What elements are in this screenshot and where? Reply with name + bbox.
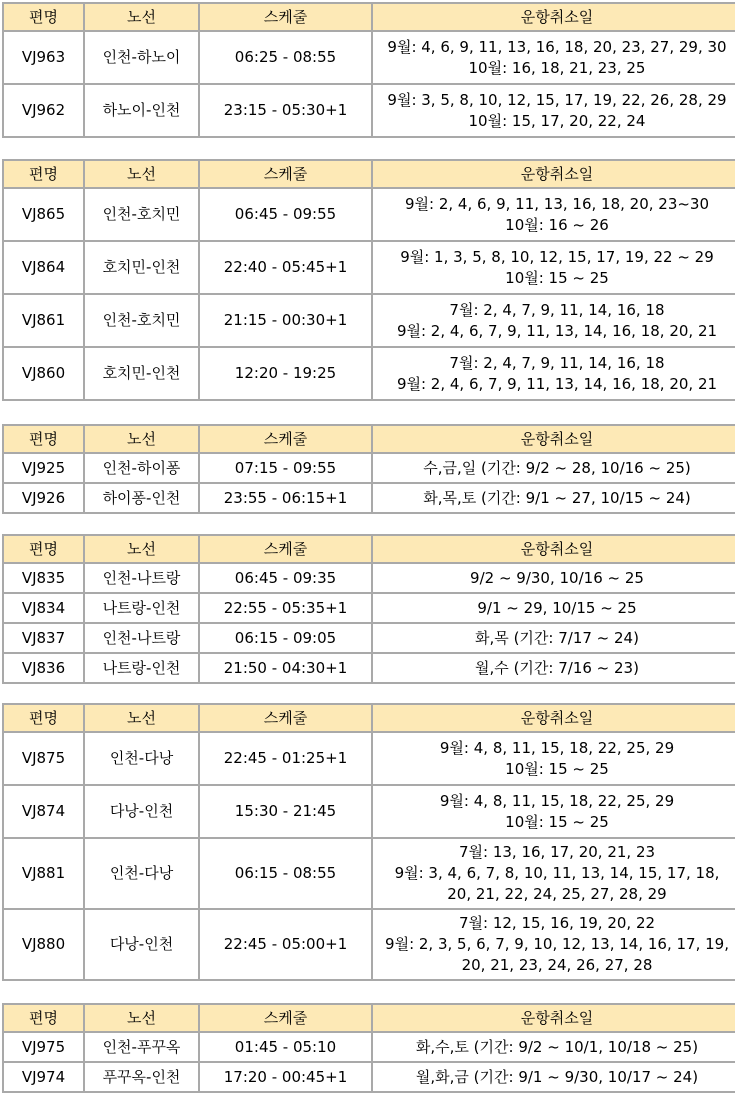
route-cell: 인천-푸꾸옥 [84, 1032, 199, 1062]
schedule-cell: 07:15 - 09:55 [199, 453, 372, 483]
cancel-dates-line: 9월: 3, 5, 8, 10, 12, 15, 17, 19, 22, 26, 28, 29 [387, 90, 727, 109]
cancel-dates-cell [372, 838, 735, 909]
cancel-dates-line: 7월: 2, 4, 7, 9, 11, 14, 16, 18 [449, 300, 665, 319]
schedule-cell: 23:15 - 05:30+1 [199, 84, 372, 137]
cancel-dates-line: 7월: 13, 16, 17, 20, 21, 23 [458, 843, 656, 861]
table-row [3, 732, 735, 785]
header-route: 노선 [84, 535, 199, 563]
header-row [3, 704, 735, 732]
cancel-dates-cell [372, 1032, 735, 1062]
route-cell: 인천-하노이 [84, 31, 199, 84]
cancel-dates-line: 월,수 (기간: 7/16 ~ 23) [475, 658, 639, 677]
cancel-dates-cell [372, 623, 735, 653]
cancel-dates-cell [372, 732, 735, 785]
cancel-dates-line: 화,수,토 (기간: 9/2 ~ 10/1, 10/18 ~ 25) [415, 1037, 699, 1056]
cancel-dates-line: 9월: 4, 8, 11, 15, 18, 22, 25, 29 [439, 791, 675, 810]
header-cancel: 운항취소일 [372, 3, 735, 31]
flight-cell: VJ881 [3, 838, 84, 909]
flight-cell: VJ864 [3, 241, 84, 294]
header-route: 노선 [84, 1004, 199, 1032]
schedule-cell: 06:45 - 09:55 [199, 188, 372, 241]
table-row [3, 84, 735, 137]
schedule-cell: 21:15 - 00:30+1 [199, 294, 372, 347]
cancel-dates-line: 9월: 2, 4, 6, 7, 9, 11, 13, 14, 16, 18, 20, 21 [396, 321, 718, 340]
cancel-dates-line: 9월: 1, 3, 5, 8, 10, 12, 15, 17, 19, 22 ~ 29 [400, 247, 714, 266]
flight-cell: VJ861 [3, 294, 84, 347]
header-row [3, 3, 735, 31]
flight-cell: VJ974 [3, 1062, 84, 1092]
schedule-cell: 06:25 - 08:55 [199, 31, 372, 84]
cancel-dates-cell [372, 347, 735, 400]
route-cell: 다낭-인천 [84, 909, 199, 980]
header-cancel: 운항취소일 [372, 160, 735, 188]
header-cancel: 운항취소일 [372, 1004, 735, 1032]
route-cell: 인천-호치민 [84, 188, 199, 241]
schedule-cell: 17:20 - 00:45+1 [199, 1062, 372, 1092]
table-row [3, 241, 735, 294]
route-cell: 하이퐁-인천 [84, 483, 199, 513]
schedule-cell: 06:15 - 09:05 [199, 623, 372, 653]
flight-cell: VJ860 [3, 347, 84, 400]
cancel-dates-line: 10월: 16 ~ 26 [505, 215, 609, 234]
schedule-cell: 12:20 - 19:25 [199, 347, 372, 400]
schedule-table [2, 424, 735, 514]
cancel-dates-cell [372, 453, 735, 483]
cancel-dates-line: 9월: 4, 6, 9, 11, 13, 16, 18, 20, 23, 27, 29, 30 [387, 37, 727, 56]
schedule-cell: 22:55 - 05:35+1 [199, 593, 372, 623]
schedule-cell: 23:55 - 06:15+1 [199, 483, 372, 513]
header-flight: 편명 [3, 535, 84, 563]
schedule-cell: 15:30 - 21:45 [199, 785, 372, 838]
flight-cell: VJ925 [3, 453, 84, 483]
header-row [3, 425, 735, 453]
cancel-dates-cell [372, 593, 735, 623]
flight-cell: VJ962 [3, 84, 84, 137]
route-cell: 인천-다낭 [84, 732, 199, 785]
schedule-table [2, 159, 735, 401]
route-cell: 다낭-인천 [84, 785, 199, 838]
cancel-dates-cell [372, 294, 735, 347]
table-row [3, 909, 735, 980]
flight-cell: VJ963 [3, 31, 84, 84]
header-route: 노선 [84, 3, 199, 31]
cancel-dates-line: 9월: 2, 4, 6, 7, 9, 11, 13, 14, 16, 18, 20, 21 [396, 374, 718, 393]
header-cancel: 운항취소일 [372, 535, 735, 563]
route-cell: 인천-호치민 [84, 294, 199, 347]
table-row [3, 623, 735, 653]
cancel-dates-line: 9/2 ~ 9/30, 10/16 ~ 25 [470, 568, 644, 587]
table-row [3, 483, 735, 513]
header-flight: 편명 [3, 704, 84, 732]
cancel-dates-line: 9/1 ~ 29, 10/15 ~ 25 [477, 598, 637, 617]
cancel-dates-line: 9월: 3, 4, 6, 7, 8, 10, 11, 13, 14, 15, 17, 18, [394, 864, 720, 882]
flight-cell: VJ834 [3, 593, 84, 623]
flight-cell: VJ874 [3, 785, 84, 838]
flight-cell: VJ975 [3, 1032, 84, 1062]
cancel-dates-cell [372, 241, 735, 294]
flight-cell: VJ880 [3, 909, 84, 980]
header-schedule: 스케줄 [199, 425, 372, 453]
cancel-dates-line: 10월: 15, 17, 20, 22, 24 [468, 111, 646, 130]
route-cell: 하노이-인천 [84, 84, 199, 137]
header-route: 노선 [84, 425, 199, 453]
header-schedule: 스케줄 [199, 1004, 372, 1032]
schedule-cell: 22:45 - 05:00+1 [199, 909, 372, 980]
flight-cell: VJ926 [3, 483, 84, 513]
cancel-dates-line: 20, 21, 23, 24, 26, 27, 28 [461, 956, 653, 974]
cancel-dates-line: 9월: 4, 8, 11, 15, 18, 22, 25, 29 [439, 738, 675, 757]
table-row [3, 188, 735, 241]
cancel-dates-line: 10월: 15 ~ 25 [505, 759, 609, 778]
header-flight: 편명 [3, 425, 84, 453]
header-schedule: 스케줄 [199, 704, 372, 732]
header-row [3, 160, 735, 188]
route-cell: 호치민-인천 [84, 347, 199, 400]
cancel-dates-line: 10월: 15 ~ 25 [505, 812, 609, 831]
cancel-dates-line: 10월: 15 ~ 25 [505, 268, 609, 287]
schedule-table [2, 1003, 735, 1093]
table-row [3, 563, 735, 593]
table-row [3, 347, 735, 400]
table-row [3, 294, 735, 347]
header-schedule: 스케줄 [199, 160, 372, 188]
flight-cell: VJ836 [3, 653, 84, 683]
header-route: 노선 [84, 704, 199, 732]
schedule-table [2, 534, 735, 684]
cancel-dates-cell [372, 909, 735, 980]
schedule-cell: 06:45 - 09:35 [199, 563, 372, 593]
flight-cell: VJ835 [3, 563, 84, 593]
header-flight: 편명 [3, 160, 84, 188]
schedule-table [2, 703, 735, 981]
route-cell: 나트랑-인천 [84, 593, 199, 623]
table-row [3, 31, 735, 84]
route-cell: 호치민-인천 [84, 241, 199, 294]
cancel-dates-line: 9월: 2, 3, 5, 6, 7, 9, 10, 12, 13, 14, 16, 17, 19, [385, 935, 729, 953]
table-row [3, 453, 735, 483]
cancel-dates-cell [372, 785, 735, 838]
route-cell: 인천-하이퐁 [84, 453, 199, 483]
table-row [3, 838, 735, 909]
cancel-dates-cell [372, 1062, 735, 1092]
cancel-dates-line: 7월: 2, 4, 7, 9, 11, 14, 16, 18 [449, 353, 665, 372]
route-cell: 나트랑-인천 [84, 653, 199, 683]
table-row [3, 653, 735, 683]
schedule-cell: 22:40 - 05:45+1 [199, 241, 372, 294]
cancel-dates-cell [372, 84, 735, 137]
header-row [3, 535, 735, 563]
table-row [3, 1062, 735, 1092]
flight-cell: VJ837 [3, 623, 84, 653]
cancel-dates-cell [372, 483, 735, 513]
schedule-table [2, 2, 735, 138]
schedule-cell: 22:45 - 01:25+1 [199, 732, 372, 785]
cancel-dates-line: 9월: 2, 4, 6, 9, 11, 13, 16, 18, 20, 23~30 [404, 194, 710, 213]
flight-cell: VJ875 [3, 732, 84, 785]
cancel-dates-line: 월,화,금 (기간: 9/1 ~ 9/30, 10/17 ~ 24) [415, 1067, 699, 1086]
schedule-cell: 06:15 - 08:55 [199, 838, 372, 909]
header-route: 노선 [84, 160, 199, 188]
header-row [3, 1004, 735, 1032]
route-cell: 인천-나트랑 [84, 623, 199, 653]
header-cancel: 운항취소일 [372, 425, 735, 453]
cancel-dates-cell [372, 31, 735, 84]
cancel-dates-line: 화,목 (기간: 7/17 ~ 24) [475, 628, 639, 647]
cancel-dates-cell [372, 563, 735, 593]
header-cancel: 운항취소일 [372, 704, 735, 732]
cancel-dates-line: 화,목,토 (기간: 9/1 ~ 27, 10/15 ~ 24) [423, 488, 691, 507]
flight-cell: VJ865 [3, 188, 84, 241]
header-flight: 편명 [3, 1004, 84, 1032]
schedule-cell: 01:45 - 05:10 [199, 1032, 372, 1062]
cancel-dates-line: 7월: 12, 15, 16, 19, 20, 22 [458, 914, 656, 932]
route-cell: 인천-나트랑 [84, 563, 199, 593]
header-flight: 편명 [3, 3, 84, 31]
schedule-cell: 21:50 - 04:30+1 [199, 653, 372, 683]
cancel-dates-line: 수,금,일 (기간: 9/2 ~ 28, 10/16 ~ 25) [423, 458, 691, 477]
cancel-dates-line: 10월: 16, 18, 21, 23, 25 [468, 58, 646, 77]
header-schedule: 스케줄 [199, 535, 372, 563]
table-row [3, 785, 735, 838]
cancel-dates-cell [372, 188, 735, 241]
cancel-dates-cell [372, 653, 735, 683]
cancel-dates-line: 20, 21, 22, 24, 25, 27, 28, 29 [447, 885, 667, 903]
route-cell: 푸꾸옥-인천 [84, 1062, 199, 1092]
route-cell: 인천-다낭 [84, 838, 199, 909]
header-schedule: 스케줄 [199, 3, 372, 31]
table-row [3, 593, 735, 623]
table-row [3, 1032, 735, 1062]
